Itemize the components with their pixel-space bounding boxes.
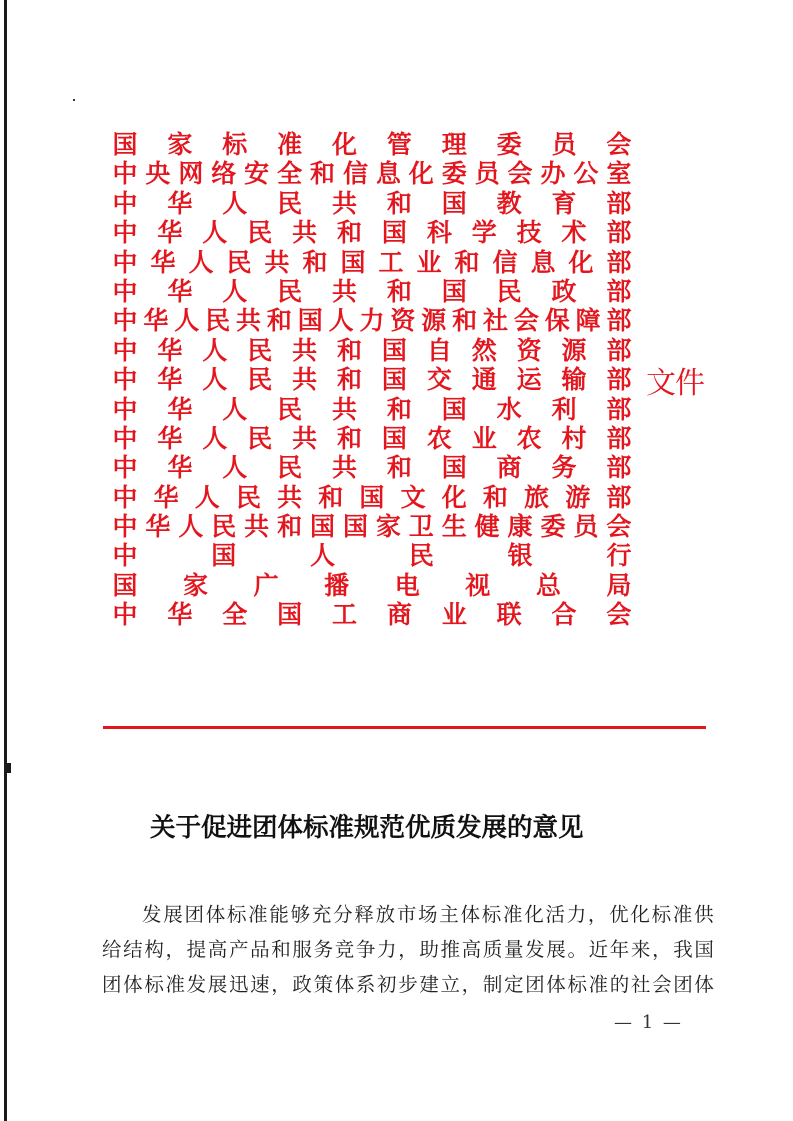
issuer-line: 国 家 标 准 化 管 理 委 员 会 — [112, 130, 632, 159]
issuer-line: 中 华 人 民 共 和 国 民 政 部 — [112, 276, 632, 306]
issuer-line: 中 华 人 民 共 和 国 商 务 部 — [112, 453, 632, 483]
issuer-line: 中 央 网 络 安 全 和 信 息 化 委 员 会 办 公 室 — [112, 159, 632, 189]
issuer-line: 中 华 人 民 共 和 国 国 家 卫 生 健 康 委 员 会 — [112, 512, 632, 542]
issuer-line: 中 华 人 民 共 和 国 人 力 资 源 和 社 会 保 障 部 — [112, 306, 632, 336]
body-paragraph-line: 发 展 团 体 标 准 能 够 充 分 释 放 市 场 主 体 标 准 化 活 力 ， 优 化 标 准 供 — [142, 903, 714, 926]
issuer-line: 中 华 全 国 工 商 业 联 合 会 — [112, 600, 632, 630]
body-paragraph-line: 团 体 标 准 发 展 迅 速 ， 政 策 体 系 初 步 建 立 ， 制 定 团 体 标 准 的 社 会 团 体 — [102, 973, 714, 996]
page-number: — 1 — — [614, 1012, 683, 1033]
document-body — [102, 897, 714, 1002]
red-header-divider — [103, 726, 706, 729]
issuer-line: 中 华 人 民 共 和 国 科 学 技 术 部 — [112, 218, 632, 248]
body-paragraph-line: 给 结 构 ， 提 高 产 品 和 服 务 竞 争 力 ， 助 推 高 质 量 发 展 。 近 年 来 ， 我 国 — [102, 938, 714, 961]
issuer-line: 中 华 人 民 共 和 国 工 业 和 信 息 化 部 — [112, 247, 632, 277]
scan-speck — [73, 99, 75, 101]
issuer-line: 中 华 人 民 共 和 国 文 化 和 旅 游 部 — [112, 482, 632, 512]
issuer-line: 中 华 人 民 共 和 国 水 利 部 — [112, 394, 632, 424]
scan-edge-line — [4, 0, 7, 1121]
issuer-line: 中 华 人 民 共 和 国 农 业 农 村 部 — [112, 423, 632, 453]
scan-edge-mark — [6, 763, 11, 773]
issuer-line: 中 华 人 民 共 和 国 交 通 运 输 部 — [112, 365, 632, 395]
issuer-line: 中 华 人 民 共 和 国 教 育 部 — [112, 188, 632, 218]
issuer-line: 中 华 人 民 共 和 国 自 然 资 源 部 — [112, 335, 632, 365]
document-title: 关于促进团体标准规范优质发展的意见 — [150, 813, 584, 843]
issuer-line: 中 国 人 民 银 行 — [112, 541, 632, 571]
issuing-agencies-block — [112, 130, 632, 630]
issuer-line: 国 家 广 播 电 视 总 局 — [112, 570, 632, 600]
document-type-label: 文件 — [646, 366, 704, 401]
